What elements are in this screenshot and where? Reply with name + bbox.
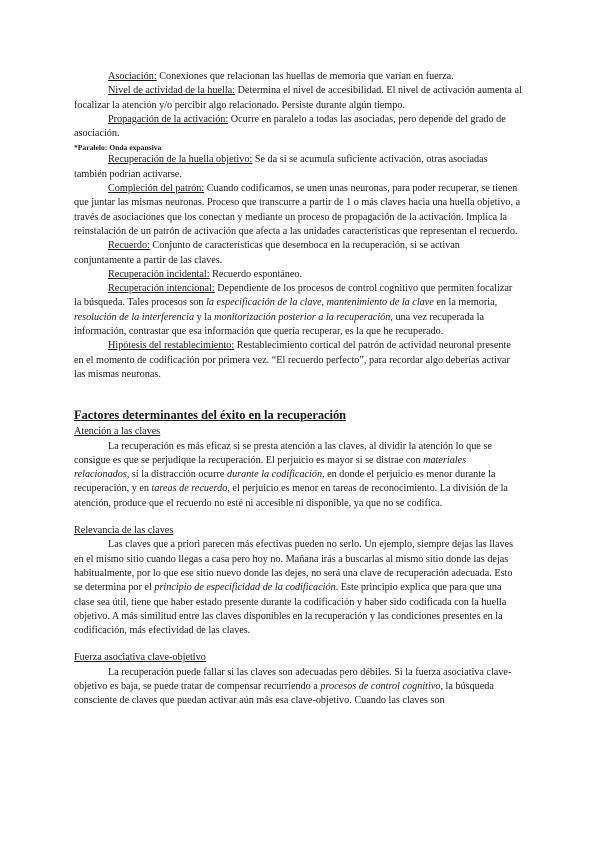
term-recuerdo: Recuerdo: bbox=[108, 240, 150, 252]
subheading-relevancia: Relevancia de las claves bbox=[74, 525, 174, 537]
paragraph-fuerza: La recuperación puede fallar si las claves son adecuadas pero débiles. Si la fuerza asociativa clave-objetivo es baja, se puede tratar de compensar recurriendo a procesos de control cognitivo, la búsqueda consciente de claves que puedan activar aún más esa clave-objetivo. Cuando las claves son bbox=[74, 666, 512, 707]
section-title: Factores determinantes del éxito en la recuperación bbox=[74, 408, 347, 423]
term-incidental: Recuperación incidental: bbox=[108, 268, 210, 280]
term-hipotesis: Hipótesis del restablecimiento: bbox=[108, 340, 235, 352]
paragraph-complecion: Compleción del patrón: Cuando codificamos, se unen unas neuronas, para poder recuperar, se tienen que juntar las mismas neuronas. Proceso que transcurre a partir de 1 o más claves hacia una huella objetivo, a través de asociaciones que los conectan y mediante un proceso de propagación de la activación. Implica la reinstalación de un patrón de activación que afecta a las unidades características que representan el recuerdo. bbox=[74, 183, 521, 237]
term-complecion: Compleción del patrón: bbox=[108, 183, 205, 195]
spacer bbox=[74, 511, 522, 524]
term-propagacion: Propagación de la activación: bbox=[108, 113, 229, 125]
note-paralelo: *Paralelo: Onda expansiva bbox=[74, 143, 162, 153]
term-intencional: Recuperación intencional: bbox=[108, 283, 215, 295]
term-asociacion: Asociación: bbox=[108, 71, 157, 82]
paragraph-nivel-actividad: Nivel de actividad de la huella: Determina el nivel de accesibilidad. El nivel de activación aumenta al focalizar la atención y/o percibir algo relacionado. Persiste durante algún tiempo. bbox=[74, 85, 522, 111]
paragraph-intencional: Recuperación intencional: Dependiente de los procesos de control cognitivo que permiten focalizar la búsqueda. Tales procesos son la especificación de la clave, mantenimiento de la clave en la memoria, resolución de la interferencia y la monitorización posterior a la recuperación, una vez recuperada la información, contrastar que esa información que quería recuperar, es la que he recuperado. bbox=[74, 283, 513, 338]
term-nivel-actividad: Nivel de actividad de la huella: bbox=[108, 85, 236, 97]
paragraph-relevancia: Las claves que a priori parecen más efectivas pueden no serlo. Un ejemplo, siempre dejas las llaves en el mismo sitio cuando llegas a casa pero hoy no. Mañana irás a buscarlas al mismo sitio donde las dejas habitualmente, por lo que ese sitio nuevo donde las dejes, no será una clave de recuperación adecuada. Esto se determina por el principio de especificidad de la codificación. Este principio explica que para que una clase sea útil, tiene que haber estado presente durante la codificación y haber sido codificada con la huella objetivo. A más similitud entre las claves disponibles en la recuperación y las condiciones presentes en la codificación, más efectividad de las claves. bbox=[74, 539, 514, 637]
subheading-fuerza: Fuerza asociativa clave-objetivo bbox=[74, 652, 206, 664]
paragraph-recuperacion-huella: Recuperación de la huella objetivo: Se da si se acumula suficiente activación, otras asociadas también podrían activarse. bbox=[74, 154, 488, 180]
paragraph-incidental: Recuperación incidental: Recuerdo espontáneo. bbox=[108, 268, 303, 280]
paragraph-asociacion: Asociación: Conexiones que relacionan las huellas de memoria que varían en fuerza. bbox=[108, 71, 454, 82]
paragraph-recuerdo: Recuerdo: Conjunto de características que desemboca en la recuperación, si se activan conjuntamente a partir de las claves. bbox=[74, 240, 460, 266]
paragraph-atencion: La recuperación es más eficaz si se presta atención a las claves, al dividir la atención lo que se consigue es que se perjudique la recuperación. El perjuicio es mayor si se distrae con materiales relacionados, si la distracción ocurre durante la codificación, en donde el perjuicio es menor durante la recuperación, y en tareas de recuerdo, el perjuicio es menor en tareas de reconocimiento. La división de la atención, produce que el recuerdo no esté ni accesible ni disponible, ya que no se codifica. bbox=[74, 440, 508, 509]
paragraph-hipotesis: Hipótesis del restablecimiento: Restablecimiento cortical del patrón de actividad neuronal presente en el momento de codificación por primera vez. “El recuerdo perfecto”, para recordar algo deberías activar las mismas neuronas. bbox=[74, 340, 511, 380]
term-recuperacion-huella: Recuperación de la huella objetivo: bbox=[108, 154, 253, 166]
spacer bbox=[74, 638, 522, 651]
paragraph-propagacion: Propagación de la activación: Ocurre en paralelo a todas las asociadas, pero depende del grado de asociación. bbox=[74, 113, 506, 140]
subheading-atencion: Atención a las claves bbox=[74, 426, 161, 438]
